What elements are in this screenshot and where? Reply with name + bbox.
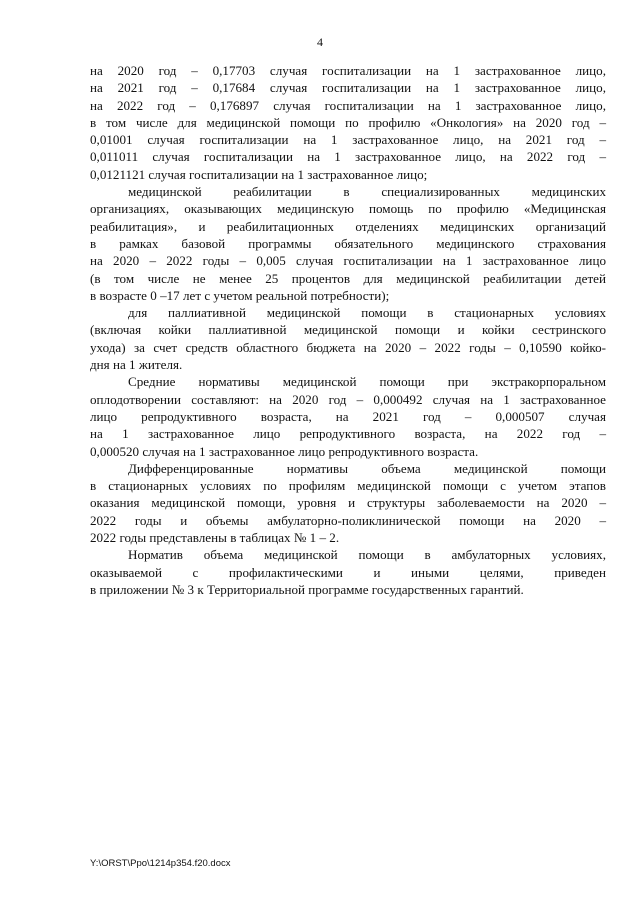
text-line: в возрасте 0 –17 лет с учетом реальной потребности); bbox=[90, 287, 390, 303]
text-line: Дифференцированные нормативы объема медицинской помощи bbox=[128, 460, 606, 476]
text-line: на 2021 год – 0,17684 случая госпитализации на 1 застрахованное лицо, bbox=[90, 80, 606, 96]
paragraph-outpatient-norm bbox=[90, 546, 606, 598]
text-line: дня на 1 жителя. bbox=[90, 357, 183, 373]
paragraph-ivf-norms bbox=[90, 373, 606, 459]
text-line: (в том числе не менее 25 процентов для медицинской реабилитации детей bbox=[90, 270, 606, 286]
text-line: организациях, оказывающих медицинскую помощь по профилю «Медицинская bbox=[90, 201, 606, 217]
text-line: на 2020 – 2022 годы – 0,005 случая госпитализации на 1 застрахованное лицо bbox=[90, 253, 606, 269]
page-number: 4 bbox=[317, 35, 323, 49]
text-line: в рамках базовой программы обязательного медицинского страхования bbox=[90, 235, 606, 251]
text-line: в приложении № 3 к Территориальной программе государственных гарантий. bbox=[90, 581, 524, 597]
text-line: ухода) за счет средств областного бюджета на 2020 – 2022 годы – 0,10590 койко- bbox=[90, 339, 606, 355]
text-line: медицинской реабилитации в специализированных медицинских bbox=[128, 184, 606, 200]
text-line: для паллиативной медицинской помощи в стационарных условиях bbox=[128, 305, 606, 321]
text-line: Средние нормативы медицинской помощи при экстракорпоральном bbox=[128, 374, 606, 390]
text-line: на 2022 год – 0,176897 случая госпитализации на 1 застрахованное лицо, bbox=[90, 97, 606, 113]
paragraph-palliative-care bbox=[90, 304, 606, 373]
footer-file-path: Y:\ORST\Ppo\1214p354.f20.docx bbox=[90, 858, 231, 869]
text-line: лицо репродуктивного возраста, на 2021 год – 0,000507 случая bbox=[90, 408, 606, 424]
text-line: в стационарных условиях по профилям медицинской помощи с учетом этапов bbox=[90, 478, 606, 494]
paragraph-medical-rehabilitation bbox=[90, 183, 606, 304]
text-line: Норматив объема медицинской помощи в амбулаторных условиях, bbox=[128, 547, 606, 563]
text-line: на 2020 год – 0,17703 случая госпитализации на 1 застрахованное лицо, bbox=[90, 63, 606, 78]
text-line: оказания медицинской помощи, уровня и структуры заболеваемости на 2020 – bbox=[90, 495, 606, 511]
text-line: 2022 годы и объемы амбулаторно-поликлинической помощи на 2020 – bbox=[90, 512, 606, 528]
text-line: оплодотворении составляют: на 2020 год – 0,000492 случая на 1 застрахованное bbox=[90, 391, 606, 407]
text-line: оказываемой с профилактическими и иными целями, приведен bbox=[90, 564, 606, 580]
text-line: на 1 застрахованное лицо репродуктивного возраста, на 2022 год – bbox=[90, 426, 606, 442]
document-body bbox=[90, 62, 606, 598]
text-line: реабилитация», и реабилитационных отделениях медицинских организаций bbox=[90, 218, 606, 234]
text-line: (включая койки паллиативной медицинской помощи и койки сестринского bbox=[90, 322, 606, 338]
text-line: 0,01001 случая госпитализации на 1 застрахованное лицо, на 2021 год – bbox=[90, 132, 606, 148]
text-line: 0,0121121 случая госпитализации на 1 застрахованное лицо; bbox=[90, 166, 428, 182]
paragraph-hospitalization-rates bbox=[90, 62, 606, 183]
text-line: 0,000520 случая на 1 застрахованное лицо репродуктивного возраста. bbox=[90, 443, 479, 459]
text-line: 2022 годы представлены в таблицах № 1 – 2. bbox=[90, 530, 340, 546]
text-line: 0,011011 случая госпитализации на 1 застрахованное лицо, на 2022 год – bbox=[90, 149, 606, 165]
paragraph-differentiated-norms bbox=[90, 460, 606, 546]
text-line: в том числе для медицинской помощи по профилю «Онкология» на 2020 год – bbox=[90, 114, 606, 130]
